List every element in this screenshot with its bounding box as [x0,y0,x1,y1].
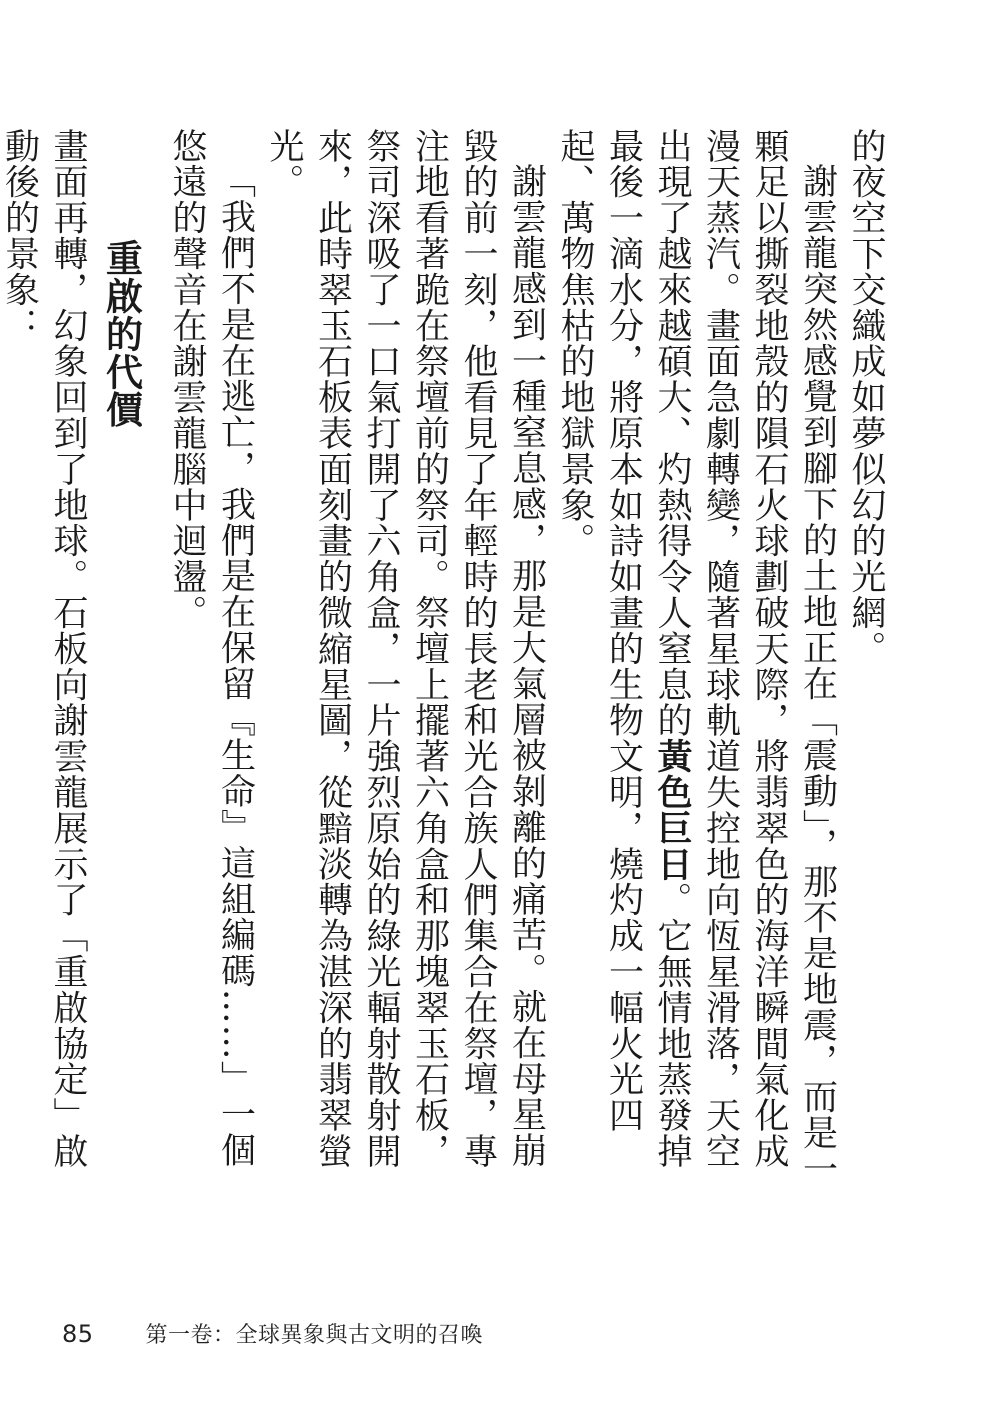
paragraph-altar [260,128,551,1188]
paragraph-text: 的夜空下交織成如夢似幻的光網。 [846,128,886,667]
paragraph-text: 謝雲龍突然感覺到腳下的土地正在「震動」，那不是地震，而是一顆足以撕裂地殼的隕石火球劃破天際，將翡翠色的海洋瞬間氣化成漫天蒸汽。畫面急劇轉變，隨著星球軌道失控地向恆星滑落，天空出現了越來越碩大、灼熱得令人窒息的 [652,128,838,1187]
emphasis-yellow-sun: 黃色巨日 [652,738,693,882]
paragraph-text: 「我們不是在逃亡，我們是在保留『生命』這組編碼……」一個悠遠的聲音在謝雲龍腦中迴盪。 [167,128,256,1169]
paragraph-continued [842,128,891,1188]
paragraph-text: 。它無情地蒸發掉最後一滴水分，將原本如詩如畫的生物文明，燒灼成一幅火光四起、萬物焦枯的地獄景象。 [555,128,692,1170]
running-title: 第一卷：全球異象與古文明的召喚 [145,1323,484,1348]
paragraph-text: 畫面再轉，幻象回到了地球。石板向謝雲龍展示了「重啟協定」啟動後的景象： [0,128,88,1170]
section-heading: 重啟的代價 [99,239,143,429]
paragraph-earth [0,128,92,1188]
paragraph-text: 謝雲龍感到一種窒息感，那是大氣層被剝離的痛苦。就在母星崩毀的前一刻，他看見了年輕時的長老和光合族人們集合在祭壇，專注地看著跪在祭壇前的祭司。祭壇上擺著六角盒和那塊翠玉石板，祭司深吸了一口氣打開了六角盒，一片強烈原始的綠光輻射散射開來，此時翠玉石板表面刻畫的微縮星圖，從黯淡轉為湛深的翡翠螢光。 [264,128,547,1170]
page-number: 85 [62,1320,94,1348]
paragraph-voice [163,128,260,1188]
page-body-text [0,128,890,1188]
page-footer [62,1318,483,1358]
paragraph-meteor [551,128,842,1188]
